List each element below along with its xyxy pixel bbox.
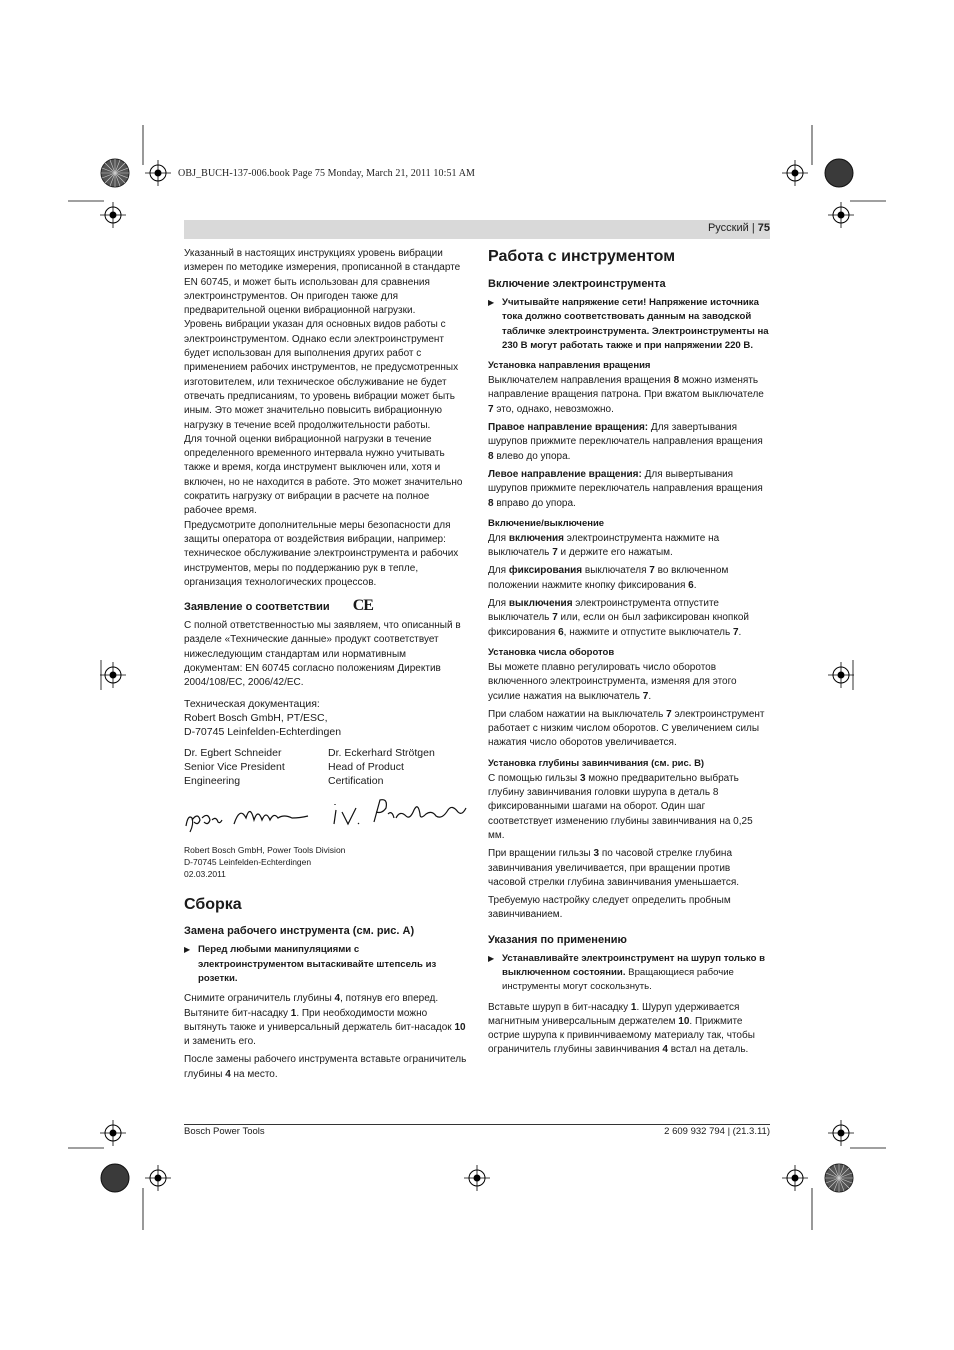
- speed-heading: Установка числа оборотов: [488, 646, 615, 658]
- footer-rule: [184, 1124, 770, 1125]
- assembly-heading: Сборка: [184, 896, 242, 914]
- paragraph: Вставьте шуруп в бит-насадку 1. Шуруп удерживается магнитным универсальным держателем 10. Прижмите острие шурупа к привинчиваемому материалу так, чтобы ограничитель глубины завинчивания 4 встал на деталь.: [488, 1001, 755, 1056]
- crosshair-icon: [782, 160, 808, 186]
- footer-left: Bosch Power Tools: [184, 1126, 265, 1137]
- rotation-heading: Установка направления вращения: [488, 360, 651, 372]
- paragraph: Для включения электроинструмента нажмите на выключатель 7 и держите его нажатым.: [488, 532, 720, 559]
- tool-change-warning: ▶ Перед любыми манипуляциями с электроинструментом вытаскивайте штепсель из розетки.: [184, 943, 467, 986]
- paragraph: Правое направление вращения: Для завертывания шурупов прижмите переключатель направления вращения 8 влево до упора.: [488, 422, 763, 462]
- crosshair-icon: [464, 1165, 490, 1191]
- paragraph: Выключателем направления вращения 8 можно изменять направление вращения патрона. При вжатом выключателе 7 это, однако, невозможно.: [488, 375, 764, 415]
- paragraph: Вы можете плавно регулировать число оборотов включенного электроинструмента, изменяя для этого усилие нажатия на выключатель 7.: [488, 661, 737, 702]
- triangle-right-icon: ▶: [488, 298, 495, 307]
- crosshair-icon: [828, 202, 854, 228]
- depth-heading: Установка глубины завинчивания (см. рис. В): [488, 757, 705, 769]
- signer1-name: Dr. Egbert Schneider: [184, 746, 282, 759]
- header-separator: |: [751, 222, 755, 234]
- page-number: 75: [757, 222, 770, 234]
- left-column: [184, 247, 467, 1086]
- triangle-right-icon: ▶: [488, 953, 495, 963]
- paragraph: Для фиксирования выключателя 7 во включенном положении нажмите кнопку фиксирования 6.: [488, 565, 729, 591]
- crosshair-icon: [145, 1165, 171, 1191]
- tips-heading: Указания по применению: [488, 933, 627, 946]
- tech-doc-block: Техническая документация: Robert Bosch GmbH, PT/ESC, D-70745 Leinfelden-Echterdingen: [184, 697, 342, 739]
- header-language: Русский: [707, 222, 749, 234]
- signature-stroetgen: [334, 800, 466, 824]
- signer2-name: Dr. Eckerhard Strötgen: [328, 746, 435, 759]
- paragraph: Левое направление вращения: Для вывертывания шурупов прижмите переключатель направления вращения 8 вправо до упора.: [488, 468, 763, 509]
- paragraph: Уровень вибрации указан для основных видов работы с электроинструментом. Однако если электроинструмент будет использован для выполнения других работ с применением рабочих инструментов, не предусмотренных изготовителем, или техническое обслуживание не будет отвечать предписаниям, то уровень вибрации может быть иным. Это может значительно повысить вибрационную нагрузку в течение всей продолжительности работы.: [184, 319, 459, 431]
- signatures: [184, 796, 468, 836]
- crosshair-icon: [100, 662, 126, 688]
- tips-warning: ▶ Устанавливайте электроинструмент на шуруп только в выключенном состоянии. Вращающиеся рабочие инструменты могут соскользнуть.: [488, 952, 770, 995]
- signature-schneider: [186, 812, 308, 833]
- paragraph: При слабом нажатии на выключатель 7 электроинструмент работает с низким числом оборотов. С увеличением силы нажатия число оборотов увеличивается.: [488, 708, 765, 749]
- startup-heading: Включение электроинструмента: [488, 278, 666, 290]
- paragraph: Предусмотрите дополнительные меры безопасности для защиты оператора от воздействия вибрации, например: техническое обслуживание электроинструмента и рабочих инструментов, меры по поддержанию рук в тепле, организация технологических процессов.: [184, 519, 459, 588]
- paragraph: При вращении гильзы 3 по часовой стрелке глубина завинчивания увеличивается, при вращении против часовой стрелки глубина завинчивания уменьшается.: [488, 848, 740, 888]
- crosshair-icon: [100, 202, 126, 228]
- paragraph: Для точной оценки вибрационной нагрузки в течение определенного временного интервала нужно учитывать также и время, когда инструмент выключен или, хотя и включен, но не находится в работе. Это может значительно сократить нагрузку от вибрации в расчете на полное рабочее время.: [184, 433, 463, 517]
- header-bar: [184, 220, 770, 239]
- crosshair-icon: [782, 1165, 808, 1191]
- tool-change-heading: Замена рабочего инструмента (см. рис. А): [184, 925, 415, 938]
- registration-wheel-icon: [101, 1164, 129, 1192]
- paragraph: Снимите ограничитель глубины 4, потянув его вперед. Вытяните бит-насадку 1. При необходимости можно вытянуть также и универсальный держатель бит-насадок 10 и заменить его.: [184, 993, 466, 1048]
- registration-wheel-icon: [825, 159, 853, 187]
- crosshair-icon: [828, 662, 854, 688]
- ce-mark-icon: CE: [352, 597, 373, 615]
- voltage-warning: ▶ Учитывайте напряжение сети! Напряжение источника тока должно соответствовать данным на заводской табличке электроинструмента. Электроинструменты на 230 В могут работать также и при напряжении 220 В.: [488, 296, 770, 353]
- conformity-heading: Заявление о соответствии CE: [184, 597, 373, 615]
- crosshair-icon: [145, 160, 171, 186]
- conformity-paragraph: С полной ответственностью мы заявляем, что описанный в разделе «Технические данные» продукт соответствует нижеследующим стандартам или нормативным документам: EN 60745 согласно положениям Директив 2004/108/EC, 2006/42/EC.: [184, 620, 461, 689]
- registration-wheel-icon: [101, 159, 129, 187]
- onoff-heading: Включение/выключение: [488, 517, 605, 529]
- company-block: Robert Bosch GmbH, Power Tools Division D-70745 Leinfelden-Echterdingen 02.03.2011: [184, 845, 346, 880]
- paragraph: С помощью гильзы 3 можно предварительно выбрать глубину завинчивания головки шурупа в деталь 8 фиксированными шагами на оборот. Один шаг соответствует изменению глубины завинчивания на 0,25 мм.: [488, 772, 753, 841]
- paragraph: Требуемую настройку следует определить пробным завинчиванием.: [488, 895, 731, 921]
- print-info: OBJ_BUCH-137-006.book Page 75 Monday, March 21, 2011 10:51 AM: [178, 168, 476, 179]
- right-column: [488, 247, 770, 1062]
- paragraph: Для выключения электроинструмента отпустите выключатель 7 или, если он был зафиксирован кнопкой фиксирования 6, нажмите и отпустите выключатель 7.: [488, 598, 749, 638]
- work-heading: Работа с инструментом: [488, 248, 676, 265]
- paragraph: Указанный в настоящих инструкциях уровень вибрации измерен по методике измерения, прописанной в стандарте EN 60745, и может быть использован для сравнения электроинструментов. Он пригоден также для предварительной оценки вибрационной нагрузки.: [184, 248, 461, 317]
- paragraph: После замены рабочего инструмента вставьте ограничитель глубины 4 на место.: [184, 1054, 467, 1080]
- page-header: [708, 222, 770, 234]
- triangle-right-icon: ▶: [184, 945, 191, 955]
- signatories: Dr. Egbert Schneider Dr. Eckerhard Strötgen Senior Vice President Head of Product Engineering Certification: [184, 746, 467, 789]
- registration-wheel-icon: [825, 1164, 853, 1192]
- crosshair-icon: [828, 1120, 854, 1146]
- crosshair-icon: [100, 1120, 126, 1146]
- footer-right: 2 609 932 794 | (21.3.11): [664, 1126, 770, 1137]
